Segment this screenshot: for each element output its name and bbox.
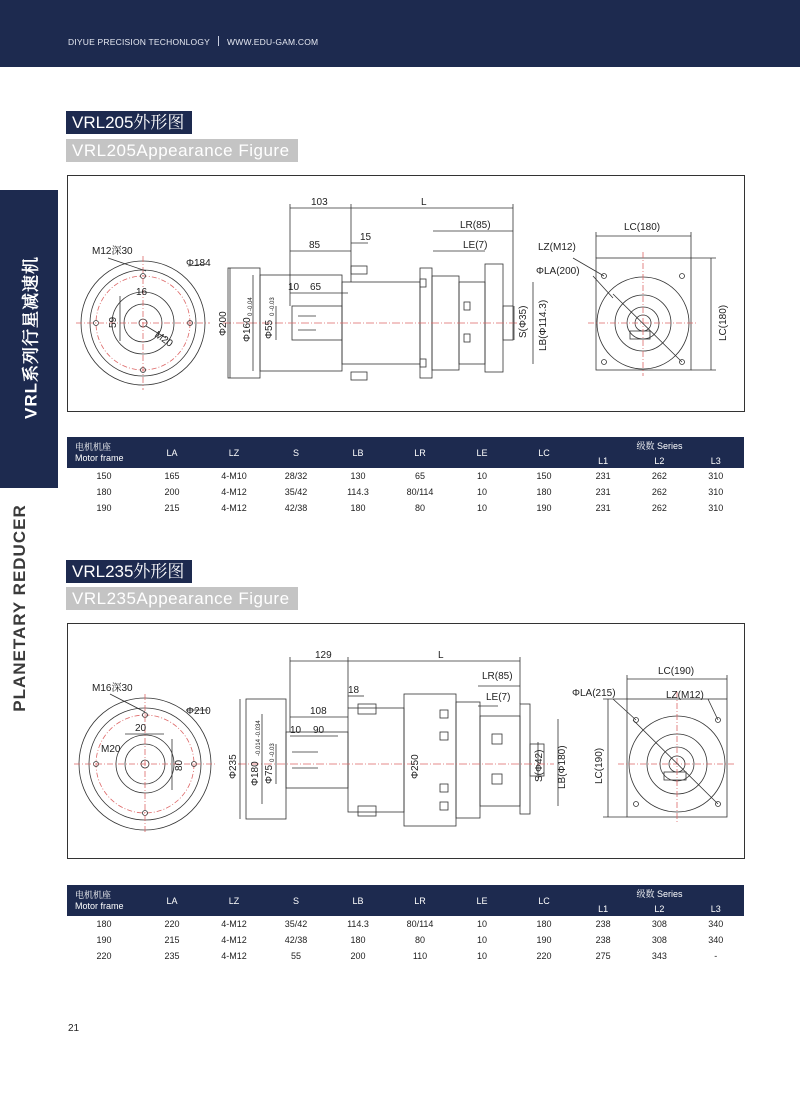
dim-S: S(Φ42) xyxy=(534,749,545,782)
dim-LE: LE(7) xyxy=(486,692,511,703)
hdr-LE: LE xyxy=(451,885,513,916)
table-row: 180 220 4-M12 35/42 114.3 80/114 10 180 238 308 340 xyxy=(96,919,724,929)
side-title-en: PLANETARY REDUCER xyxy=(10,504,29,712)
header-divider xyxy=(218,36,219,46)
dim-LZ: LZ(M12) xyxy=(666,690,704,701)
hdr-L2: L2 xyxy=(631,901,687,916)
hdr-LB: LB xyxy=(327,885,389,916)
section1-drawing-svg xyxy=(68,176,744,411)
hdr-L1: L1 xyxy=(575,901,631,916)
hdr-LB: LB xyxy=(327,437,389,468)
tol-55: 0 -0.03 xyxy=(270,297,276,316)
dim-18: 18 xyxy=(348,685,360,696)
tol-160: 0 -0.04 xyxy=(248,297,254,316)
dim-129: 129 xyxy=(315,650,332,661)
dim-LA: ΦLA(200) xyxy=(536,266,580,277)
dim-10: 10 xyxy=(290,725,302,736)
header-text xyxy=(68,36,318,47)
dim-LC-vertical: LC(190) xyxy=(594,747,605,784)
page-number: 21 xyxy=(68,1023,80,1034)
hdr-L3: L3 xyxy=(688,901,744,916)
table-row: 220 235 4-M12 55 200 110 10 220 275 343 - xyxy=(96,951,718,961)
dim-59: 59 xyxy=(108,316,119,328)
dim-LE: LE(7) xyxy=(463,240,488,251)
hdr-LZ: LZ xyxy=(203,437,265,468)
dim-90: 90 xyxy=(313,725,325,736)
dim-phi75: Φ75 xyxy=(264,764,275,784)
section2-table-body xyxy=(67,916,744,964)
header-bar xyxy=(0,0,800,67)
dim-phi250: Φ250 xyxy=(410,754,421,779)
dim-LB: LB(Φ180) xyxy=(557,745,568,789)
dim-85: 85 xyxy=(309,240,321,251)
hdr-series: 级数 Series xyxy=(575,437,744,453)
dim-m20: M20 xyxy=(152,329,175,350)
website-link[interactable]: WWW.EDU-GAM.COM xyxy=(227,37,319,47)
hdr-motor: 电机机座 Motor frame xyxy=(67,437,141,468)
dim-80: 80 xyxy=(174,759,185,771)
dim-phi160: Φ160 xyxy=(242,317,253,342)
dim-16: 16 xyxy=(136,287,148,298)
hdr-LR: LR xyxy=(389,885,451,916)
tol-180: -0.014 -0.034 xyxy=(256,720,262,756)
dim-LC-vertical: LC(180) xyxy=(718,304,729,341)
dim-10: 10 xyxy=(288,282,300,293)
table-row: 180 200 4-M12 35/42 114.3 80/114 10 180 231 262 310 xyxy=(96,487,724,497)
dim-phi-outer: Φ184 xyxy=(186,258,211,269)
dim-LC: LC(190) xyxy=(658,666,695,677)
hdr-LR: LR xyxy=(389,437,451,468)
hdr-L2: L2 xyxy=(631,453,687,468)
table-row: 190 215 4-M12 42/38 180 80 10 190 238 308 340 xyxy=(96,935,724,945)
dim-LB: LB(Φ114.3) xyxy=(538,299,549,351)
dim-m20: M20 xyxy=(101,744,121,755)
dim-m: M12深30 xyxy=(92,246,133,257)
hdr-LA: LA xyxy=(141,885,203,916)
hdr-series: 级数 Series xyxy=(575,885,744,901)
dim-20: 20 xyxy=(135,723,147,734)
dim-LR: LR(85) xyxy=(460,220,491,231)
section2-spec-table xyxy=(67,885,744,964)
dim-phi180: Φ180 xyxy=(250,761,261,786)
dim-LZ: LZ(M12) xyxy=(538,242,576,253)
hdr-LE: LE xyxy=(451,437,513,468)
section2-drawing xyxy=(67,623,745,859)
dim-phi200: Φ200 xyxy=(218,311,229,336)
hdr-LC: LC xyxy=(513,885,575,916)
dim-L: L xyxy=(421,197,427,208)
motor-square-flange xyxy=(596,258,691,370)
tol-75: 0 -0.03 xyxy=(270,743,276,762)
section1-title-en: VRL205Appearance Figure xyxy=(66,139,298,162)
hdr-L1: L1 xyxy=(575,453,631,468)
dim-LR: LR(85) xyxy=(482,671,513,682)
side-title-cn: VRL系列行星减速机 xyxy=(21,256,41,419)
dim-phi235: Φ235 xyxy=(228,754,239,779)
section1-spec-table xyxy=(67,437,744,516)
dim-15: 15 xyxy=(360,232,372,243)
dim-phi-outer: Φ210 xyxy=(186,706,211,717)
hdr-LC: LC xyxy=(513,437,575,468)
dim-LA: ΦLA(215) xyxy=(572,688,616,699)
dim-LC: LC(180) xyxy=(624,222,661,233)
section2-title-cn: VRL235外形图 xyxy=(66,560,192,583)
motor-flange xyxy=(485,264,503,372)
section2-drawing-svg xyxy=(68,624,744,858)
section1-title-cn: VRL205外形图 xyxy=(66,111,192,134)
table-row: 150 165 4-M10 28/32 130 65 10 150 231 262 310 xyxy=(96,471,724,481)
dim-65: 65 xyxy=(310,282,322,293)
dim-m: M16深30 xyxy=(92,683,133,694)
hdr-LA: LA xyxy=(141,437,203,468)
dim-108: 108 xyxy=(310,706,327,717)
hdr-LZ: LZ xyxy=(203,885,265,916)
dim-phi55: Φ55 xyxy=(264,319,275,339)
table-row: 190 215 4-M12 42/38 180 80 10 190 231 262 310 xyxy=(96,503,724,513)
dim-S: S(Φ35) xyxy=(518,305,529,338)
company-name: DIYUE PRECISION TECHONLOGY xyxy=(68,37,211,47)
dim-103: 103 xyxy=(311,197,328,208)
hdr-S: S xyxy=(265,885,327,916)
section1-drawing xyxy=(67,175,745,412)
hdr-L3: L3 xyxy=(688,453,744,468)
dim-L: L xyxy=(438,650,444,661)
hdr-S: S xyxy=(265,437,327,468)
section2-title-en: VRL235Appearance Figure xyxy=(66,587,298,610)
hdr-motor: 电机机座 Motor frame xyxy=(67,885,141,916)
section1-table-body xyxy=(67,468,744,516)
